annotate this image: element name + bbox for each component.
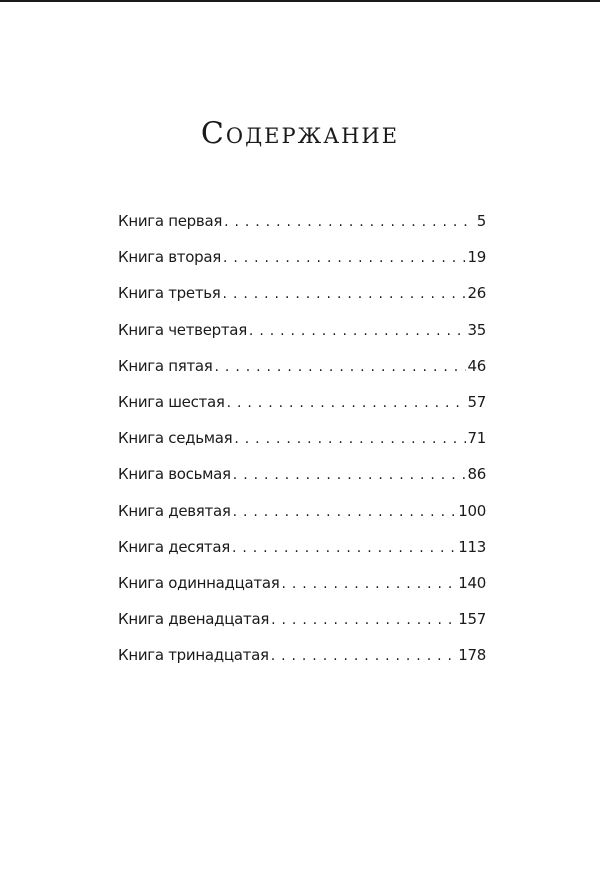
toc-dot-leader bbox=[271, 648, 457, 664]
toc-entry-label: Книга вторая bbox=[118, 248, 221, 267]
toc-entry[interactable] bbox=[118, 574, 486, 610]
toc-entry-label: Книга девятая bbox=[118, 501, 231, 520]
toc-entry[interactable] bbox=[118, 465, 486, 501]
toc-entry-page: 86 bbox=[467, 465, 486, 484]
toc-entry-label: Книга третья bbox=[118, 284, 221, 303]
toc-entry[interactable] bbox=[118, 357, 486, 393]
toc-entry-page: 100 bbox=[458, 501, 486, 520]
toc-entry[interactable] bbox=[118, 284, 486, 320]
toc-entry-page: 35 bbox=[467, 320, 486, 339]
toc-entry-page: 19 bbox=[467, 248, 486, 267]
toc-entry[interactable] bbox=[118, 502, 486, 538]
toc-dot-leader bbox=[271, 612, 456, 628]
toc-dot-leader bbox=[224, 214, 475, 230]
toc-entry[interactable] bbox=[118, 429, 486, 465]
toc-entry[interactable] bbox=[118, 538, 486, 574]
toc-entry-label: Книга десятая bbox=[118, 537, 230, 556]
page-title: Содержание bbox=[200, 116, 400, 151]
toc-entry-page: 157 bbox=[458, 610, 486, 629]
toc-entry-page: 57 bbox=[467, 392, 486, 411]
toc-entry[interactable] bbox=[118, 646, 486, 682]
toc-entry-label: Книга шестая bbox=[118, 392, 225, 411]
toc-entry-label: Книга одиннадцатая bbox=[118, 573, 280, 592]
toc-entry[interactable] bbox=[118, 248, 486, 284]
toc-entry-page: 113 bbox=[458, 537, 486, 556]
toc-entry-page: 178 bbox=[458, 646, 486, 665]
toc-dot-leader bbox=[223, 250, 466, 266]
toc-entry[interactable] bbox=[118, 212, 486, 248]
toc-dot-leader bbox=[233, 467, 466, 483]
toc-dot-leader bbox=[223, 286, 466, 302]
table-of-contents bbox=[118, 212, 486, 682]
toc-entry[interactable] bbox=[118, 393, 486, 429]
toc-dot-leader bbox=[233, 504, 457, 520]
toc-dot-leader bbox=[232, 540, 456, 556]
toc-entry[interactable] bbox=[118, 321, 486, 357]
toc-dot-leader bbox=[234, 431, 465, 447]
toc-entry-page: 5 bbox=[476, 212, 486, 230]
toc-entry[interactable] bbox=[118, 610, 486, 646]
toc-entry-page: 26 bbox=[467, 284, 486, 303]
toc-dot-leader bbox=[215, 359, 466, 375]
toc-entry-label: Книга пятая bbox=[118, 356, 213, 375]
toc-entry-label: Книга первая bbox=[118, 212, 223, 230]
toc-entry-page: 71 bbox=[467, 429, 486, 448]
toc-entry-page: 46 bbox=[467, 356, 486, 375]
toc-entry-page: 140 bbox=[458, 573, 486, 592]
page-top-border bbox=[0, 0, 600, 2]
toc-entry-label: Книга восьмая bbox=[118, 465, 231, 484]
toc-dot-leader bbox=[227, 395, 466, 411]
toc-dot-leader bbox=[281, 576, 456, 592]
toc-entry-label: Книга тринадцатая bbox=[118, 646, 269, 665]
toc-entry-label: Книга седьмая bbox=[118, 429, 233, 448]
toc-entry-label: Книга двенадцатая bbox=[118, 610, 270, 629]
toc-dot-leader bbox=[249, 323, 466, 339]
toc-entry-label: Книга четвертая bbox=[118, 320, 247, 339]
